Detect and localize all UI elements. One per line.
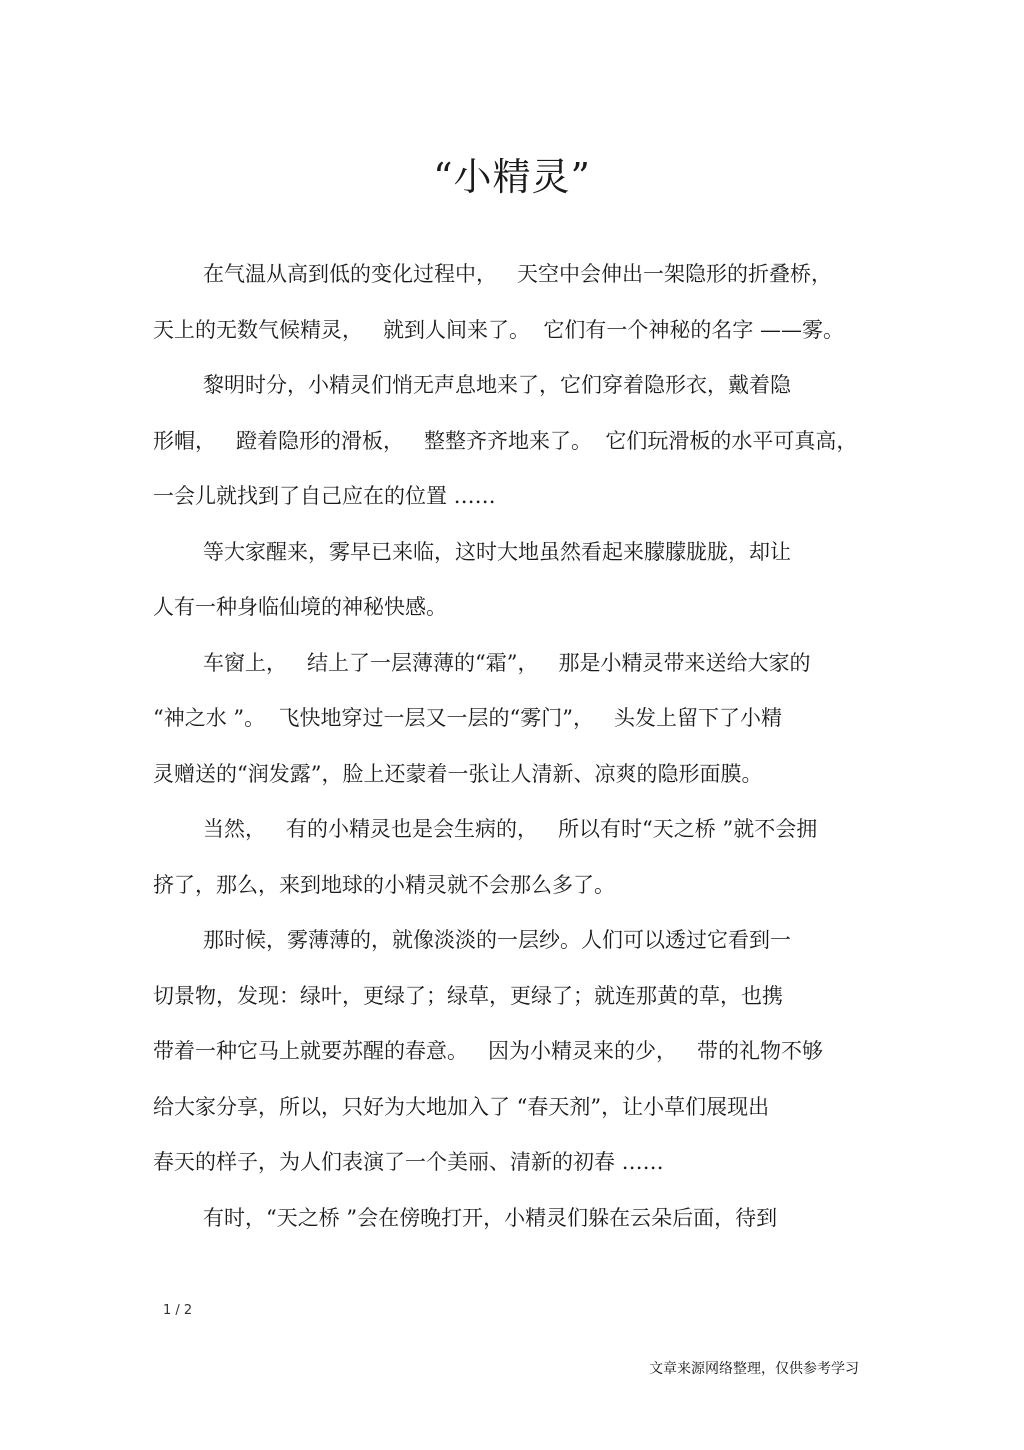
text-line: 天上的无数气候精灵， 就到人间来了。 它们有一个神秘的名字 ——雾。 [153, 317, 845, 342]
text-line: 春天的样子，为人们表演了一个美丽、清新的初春 …… [153, 1150, 664, 1174]
page-number: 1 / 2 [163, 1303, 193, 1318]
source-note: 文章来源网络整理，仅供参考学习 [649, 1361, 859, 1377]
text-line: 那时候，雾薄薄的，就像淡淡的一层纱。人们可以透过它看到一 [203, 928, 791, 952]
text-line: 车窗上， 结上了一层薄薄的“霜”， 那是小精灵带来送给大家的 [203, 650, 811, 675]
article-body [153, 252, 858, 1251]
text-line: 形帽， 蹬着隐形的滑板， 整整齐齐地来了。 它们玩滑板的水平可真高， [153, 428, 858, 453]
text-line: 一会儿就找到了自己应在的位置 …… [153, 484, 496, 508]
text-line: 挤了，那么，来到地球的小精灵就不会那么多了。 [153, 872, 615, 897]
text-line: 等大家醒来，雾早已来临，这时大地虽然看起来朦朦胧胧，却让 [203, 539, 791, 564]
text-line: 切景物，发现：绿叶，更绿了；绿草，更绿了；就连那黄的草，也携 [153, 983, 783, 1008]
text-line: 灵赠送的“润发露”，脸上还蒙着一张让人清新、凉爽的隐形面膜。 [153, 761, 763, 786]
text-line: 当然， 有的小精灵也是会生病的， 所以有时“天之桥 ”就不会拥 [203, 817, 818, 841]
text-line: 有时，“天之桥 ”会在傍晚打开，小精灵们躲在云朵后面，待到 [203, 1205, 778, 1230]
text-line: 黎明时分，小精灵们悄无声息地来了，它们穿着隐形衣，戴着隐 [203, 373, 791, 397]
text-line: 给大家分享，所以，只好为大地加入了 “春天剂”，让小草们展现出 [153, 1094, 770, 1119]
text-line: 带着一种它马上就要苏醒的春意。 因为小精灵来的少， 带的礼物不够 [153, 1039, 824, 1063]
document-title: “小精灵” [433, 155, 591, 199]
text-line: 在气温从高到低的变化过程中， 天空中会伸出一架隐形的折叠桥， [203, 262, 833, 286]
text-line: 人有一种身临仙境的神秘快感。 [153, 595, 447, 619]
text-line: “神之水 ”。 飞快地穿过一层又一层的“雾门”， 头发上留下了小精 [153, 706, 782, 730]
